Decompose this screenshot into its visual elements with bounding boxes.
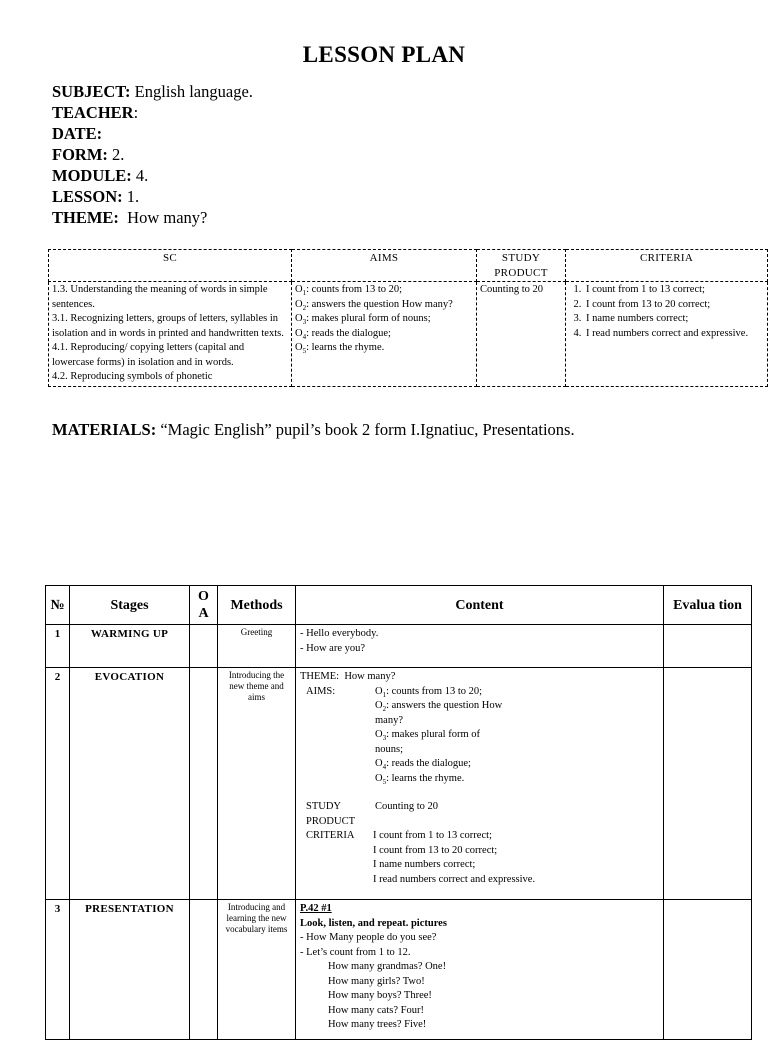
aim-o: O	[295, 284, 303, 295]
study-product-label: STUDY PRODUCT	[306, 801, 356, 827]
content-line: - How are you?	[300, 642, 366, 654]
criteria-item: I read numbers correct and expressive.	[373, 873, 536, 885]
objectives-table	[48, 249, 768, 387]
criteria-item: 1. I count from 1 to 13 correct;	[584, 283, 764, 298]
criteria-item: 2. I count from 13 to 20 correct;	[584, 298, 764, 313]
stage-number: 2	[46, 668, 70, 900]
aim-sub: 1	[302, 289, 307, 298]
aim-sub: 5	[382, 777, 387, 786]
page-reference-text: P.42 #1	[300, 903, 332, 914]
aim-item	[375, 772, 659, 787]
aim-text: : answers the question How many?	[306, 298, 453, 310]
stages-header-row	[46, 586, 752, 625]
content-cell	[296, 668, 664, 900]
form-value: 2.	[107, 145, 125, 164]
sc-cell	[49, 282, 292, 387]
module-value: 4.	[131, 166, 149, 185]
aim-item	[295, 283, 473, 298]
aim-text: : answers the question How many?	[375, 700, 503, 726]
criteria-item: I count from 1 to 13 correct;	[373, 830, 492, 841]
aims-cell	[292, 282, 477, 387]
criteria-cell	[566, 282, 768, 387]
table-row	[46, 625, 752, 668]
header-oa: O A	[190, 586, 218, 625]
header-sc: SC	[49, 250, 292, 282]
stage-number: 3	[46, 900, 70, 1040]
date-label: DATE:	[52, 124, 103, 143]
aim-item	[295, 327, 473, 342]
sc-item: 3.1. Recognizing letters, groups of letters, syllables in isolation and in words in printed and handwritten texts.	[52, 313, 284, 339]
study-product-block	[300, 800, 659, 829]
aim-item	[295, 298, 473, 313]
aim-sub: 4	[382, 763, 387, 772]
study-product-cell: Counting to 20	[477, 282, 566, 387]
sc-item: 4.2. Reproducing symbols of phonetic	[52, 371, 213, 382]
header-study-product: STUDY PRODUCT	[477, 250, 566, 282]
theme-label: THEME:	[52, 208, 119, 227]
criteria-item: 3. I name numbers correct;	[584, 312, 764, 327]
evaluation-cell	[664, 900, 752, 1040]
materials-text: “Magic English” pupil’s book 2 form I.Ignatiuc, Presentations.	[156, 420, 575, 439]
form-label: FORM:	[52, 145, 108, 164]
module-label: MODULE:	[52, 166, 132, 185]
teacher-value: :	[133, 103, 139, 122]
criteria-list	[373, 829, 659, 887]
aim-item	[375, 757, 659, 772]
aim-sub: 3	[302, 318, 307, 327]
aim-text: : reads the dialogue;	[386, 758, 471, 769]
lesson-value: 1.	[122, 187, 140, 206]
dialog-line: How many grandmas? One!	[328, 961, 447, 972]
header-content: Content	[296, 586, 664, 625]
criteria-item: I count from 13 to 20 correct;	[373, 844, 498, 856]
form-row	[52, 144, 253, 165]
aims-list	[375, 685, 659, 787]
aims-block	[300, 685, 659, 787]
lesson-row	[52, 186, 253, 207]
objectives-header-row	[49, 250, 768, 282]
sc-item: 1.3. Understanding the meaning of words in simple sentences.	[52, 284, 268, 310]
objectives-body-row	[49, 282, 768, 387]
task-title-text: Look, listen, and repeat. pictures	[300, 917, 447, 929]
stage-name: PRESENTATION	[70, 900, 190, 1040]
dialog-line: How many girls? Two!	[328, 975, 425, 987]
method-cell: Introducing the new theme and aims	[218, 668, 296, 900]
aim-sub: 5	[302, 347, 307, 356]
aim-o: O	[375, 758, 383, 769]
oa-cell	[190, 900, 218, 1040]
theme-line: THEME: How many?	[300, 671, 396, 682]
aim-text: : counts from 13 to 20;	[386, 685, 483, 697]
page-reference	[300, 902, 659, 917]
theme-value: How many?	[118, 208, 208, 227]
study-product-value: Counting to 20	[375, 801, 439, 812]
header-evaluation: Evalua tion	[664, 586, 752, 625]
aim-sub: 2	[302, 303, 307, 312]
stage-name: WARMING UP	[70, 625, 190, 668]
aim-item	[295, 341, 473, 356]
header-aims: AIMS	[292, 250, 477, 282]
evaluation-cell	[664, 668, 752, 900]
aim-o: O	[295, 342, 303, 353]
aim-item	[295, 312, 473, 327]
header-number: №	[46, 586, 70, 625]
table-row	[46, 900, 752, 1040]
aim-sub: 4	[302, 332, 307, 341]
oa-cell	[190, 668, 218, 900]
sc-item: 4.1. Reproducing/ copying letters (capital and lowercase forms) in isolation and in words.	[52, 342, 245, 368]
aim-o: O	[375, 772, 383, 784]
aim-text: : makes plural form of nouns;	[306, 313, 431, 324]
criteria-item: 4. I read numbers correct and expressive.	[584, 327, 764, 342]
subject-row	[52, 81, 253, 102]
header-methods: Methods	[218, 586, 296, 625]
aim-item	[375, 728, 505, 757]
content-cell	[296, 625, 664, 668]
table-row	[46, 668, 752, 900]
criteria-block	[300, 829, 659, 887]
aim-sub: 2	[382, 705, 387, 714]
content-cell	[296, 900, 664, 1040]
module-row	[52, 165, 253, 186]
criteria-item: I name numbers correct;	[373, 859, 476, 870]
aim-o: O	[375, 729, 383, 740]
oa-cell	[190, 625, 218, 668]
aim-sub: 3	[382, 734, 387, 743]
method-cell: Introducing and learning the new vocabulary items	[218, 900, 296, 1040]
evaluation-cell	[664, 625, 752, 668]
page-title: LESSON PLAN	[302, 42, 466, 67]
materials-label: MATERIALS:	[52, 420, 157, 439]
aim-o: O	[295, 313, 303, 324]
stage-number: 1	[46, 625, 70, 668]
content-line: - Hello everybody.	[300, 628, 379, 639]
aim-item	[375, 685, 659, 700]
aim-text: : learns the rhyme.	[306, 342, 385, 353]
aim-o: O	[295, 298, 303, 310]
method-cell: Greeting	[218, 625, 296, 668]
lesson-meta	[52, 81, 253, 228]
aim-o: O	[375, 685, 383, 697]
lesson-label: LESSON:	[52, 187, 123, 206]
header-criteria: CRITERIA	[566, 250, 768, 282]
aim-text: : makes plural form of nouns;	[375, 729, 480, 755]
content-line: - Let’s count from 1 to 12.	[300, 946, 411, 958]
header-stages: Stages	[70, 586, 190, 625]
subject-value: English language.	[130, 82, 253, 101]
theme-row	[52, 207, 253, 228]
teacher-row	[52, 102, 253, 123]
content-line: - How Many people do you see?	[300, 932, 437, 943]
aim-text: : reads the dialogue;	[306, 327, 391, 339]
subject-label: SUBJECT:	[52, 82, 131, 101]
stage-name: EVOCATION	[70, 668, 190, 900]
aims-label: AIMS:	[306, 685, 336, 697]
criteria-label: CRITERIA	[306, 830, 355, 841]
materials-line	[52, 420, 575, 440]
date-row	[52, 123, 253, 144]
aim-o: O	[375, 700, 383, 711]
aim-sub: 1	[382, 690, 387, 699]
teacher-label: TEACHER	[52, 103, 134, 122]
aim-text: : learns the rhyme.	[386, 772, 465, 784]
task-title	[300, 917, 659, 932]
dialog-line: How many boys? Three!	[328, 990, 432, 1001]
aim-text: : counts from 13 to 20;	[306, 284, 403, 295]
aim-item	[375, 699, 515, 728]
stages-table	[45, 585, 752, 1040]
dialog-line: How many trees? Five!	[328, 1019, 427, 1030]
dialog-line: How many cats? Four!	[328, 1004, 424, 1016]
aim-o: O	[295, 327, 303, 339]
